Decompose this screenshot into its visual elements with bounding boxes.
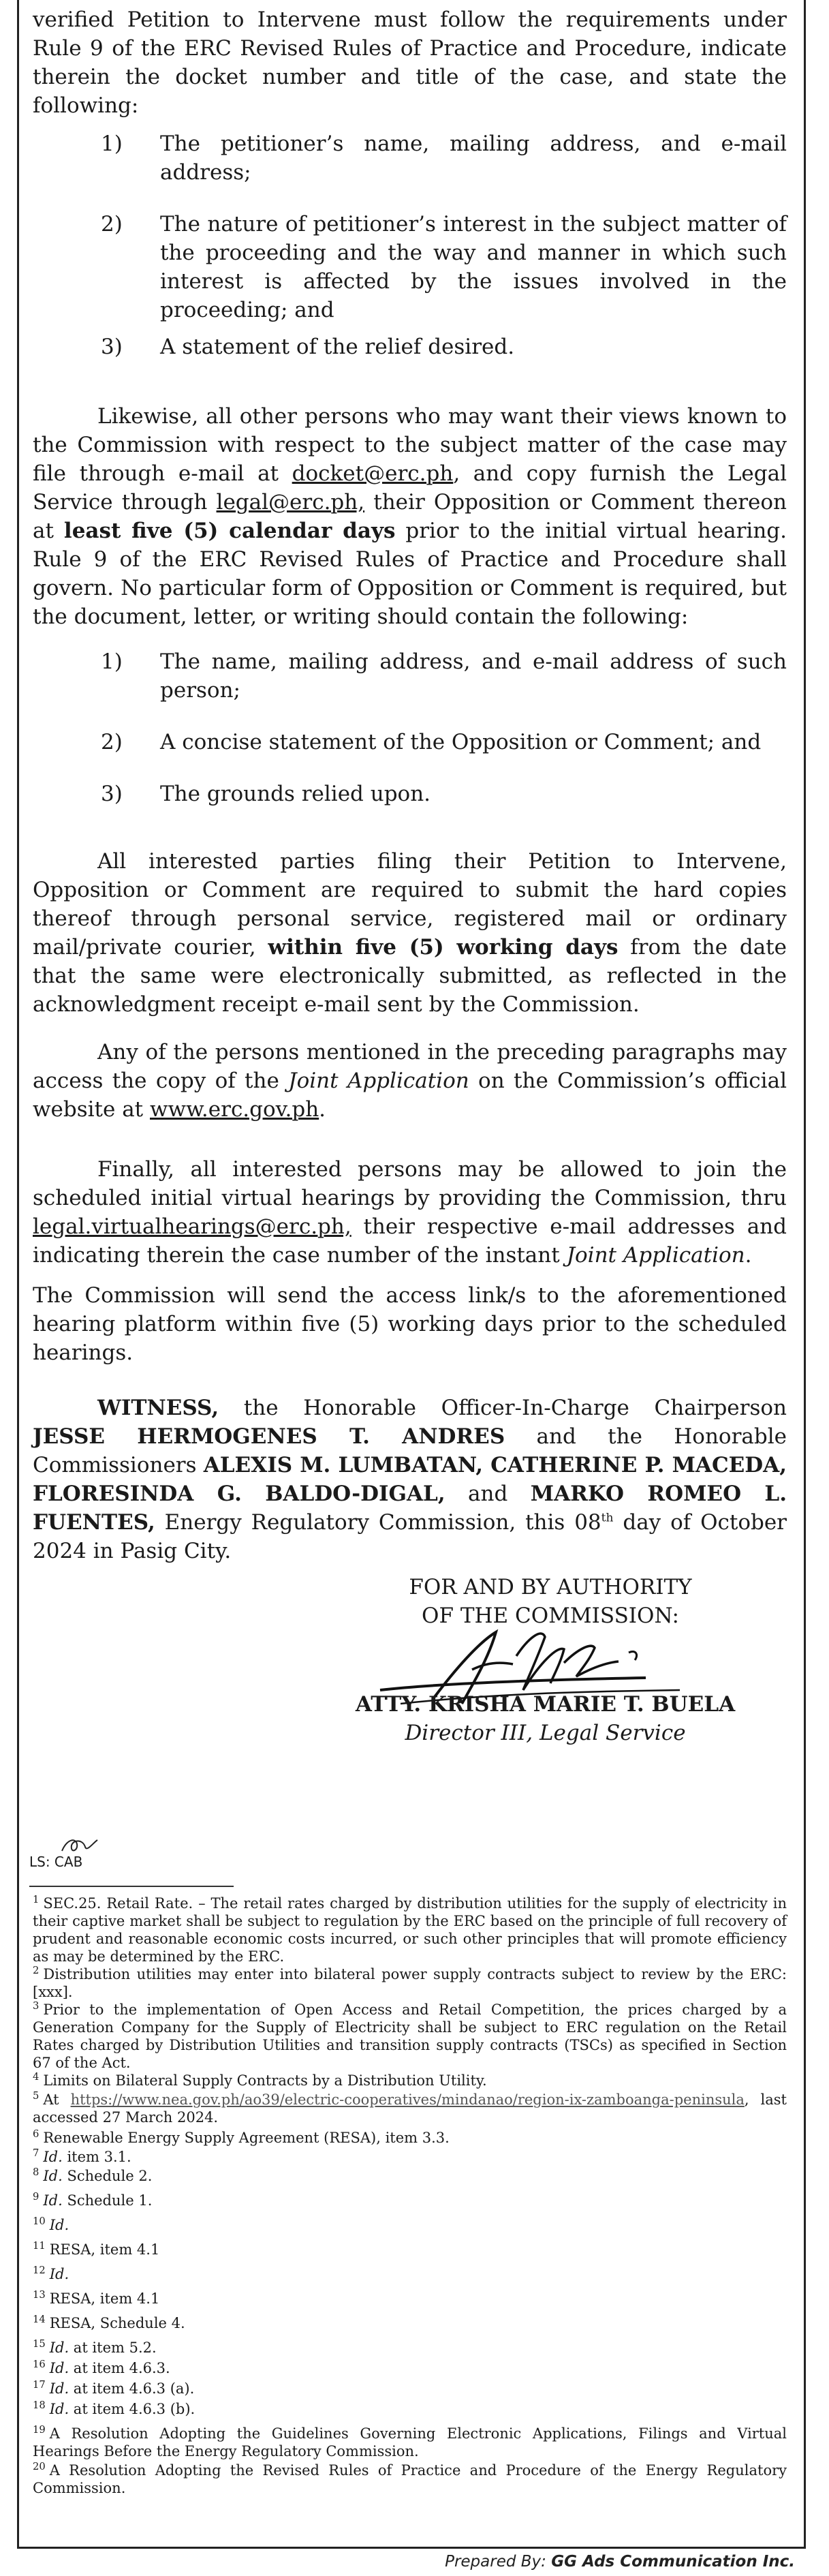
finally-paragraph	[33, 1155, 787, 1270]
footnote-18-id: Id.	[49, 2401, 69, 2417]
footnote-18	[33, 2400, 787, 2418]
petition-item-2-number: 2)	[101, 212, 123, 236]
footnote-12-id: Id.	[49, 2266, 69, 2282]
footnote-15-text: at item 5.2.	[69, 2340, 157, 2356]
erc-website-link[interactable]: www.erc.gov.ph	[150, 1097, 319, 1122]
finally-text-2: their respective e-mail addresses and indicating therein the case number of the instant	[33, 1214, 787, 1268]
footnote-14-text: RESA, Schedule 4.	[49, 2315, 185, 2331]
footnote-12-number: 12	[33, 2265, 46, 2276]
opposition-item-1-number: 1)	[101, 649, 123, 674]
footnote-1-text: SEC.25. Retail Rate. – The retail rates charged by distribution utilities for the supply of electricity in their captive market shall be subject to regulation by the ERC based on the principle of full recovery of prudent and reasonable economic costs incurred, or such other principles that will promote efficiency as may be determined by the ERC.	[33, 1895, 787, 1965]
footnote-17-id: Id.	[49, 2380, 69, 2397]
footnote-10-number: 10	[33, 2215, 46, 2227]
prepared-by-label: Prepared By:	[445, 2553, 552, 2571]
access-paragraph	[33, 1038, 787, 1124]
footnote-9-number: 9	[33, 2191, 40, 2203]
initials-mark-icon	[57, 1836, 104, 1856]
witness-text-5: day of October 2024 in Pasig City.	[33, 1510, 787, 1563]
footnote-5	[33, 2091, 787, 2126]
footnote-12	[33, 2265, 787, 2283]
witness-text-3: and	[445, 1482, 531, 1506]
likewise-deadline: least five (5) calendar days	[63, 519, 396, 543]
initials-text: LS: CAB	[29, 1854, 83, 1870]
interested-text-1: All interested parties filing their Petition to Intervene, Opposition or Comment are required to submit the hard copies thereof through personal service, registered mail or ordinary mail/private courier,	[33, 849, 787, 960]
access-link-paragraph: The Commission will send the access link/s to the aforementioned hearing platform within five (5) working days prior to the scheduled hearings.	[33, 1283, 787, 1365]
opposition-item-3-number: 3)	[101, 782, 123, 806]
footnote-13-text: RESA, item 4.1	[49, 2290, 160, 2307]
finally-text-1: Finally, all interested persons may be allowed to join the scheduled initial virtual hearings by providing the Commission, thru	[33, 1157, 787, 1210]
footnote-2-text: Distribution utilities may enter into bilateral power supply contracts subject to review by the ERC: [xxx].	[33, 1966, 787, 2000]
footnote-17	[33, 2380, 787, 2397]
intro-text: verified Petition to Intervene must follow the requirements under Rule 9 of the ERC Revised Rules of Practice and Procedure, indicate therein the docket number and title of the case, and state the following:	[33, 7, 787, 118]
signatory-title: Director III, Legal Service	[405, 1721, 686, 1745]
footnote-4	[33, 2072, 787, 2089]
access-text-1: Any of the persons mentioned in the preceding paragraphs may access the copy of the	[33, 1040, 787, 1093]
opposition-item-2: A concise statement of the Opposition or Comment; and	[160, 730, 762, 754]
commissioner-names: ALEXIS M. LUMBATAN, CATHERINE P. MACEDA, FLORESINDA G. BALDO-DIGAL,	[33, 1453, 787, 1506]
footnote-18-number: 18	[33, 2399, 46, 2411]
witness-text-2: and the Honorable Commissioners	[33, 1424, 787, 1477]
footnote-2-number: 2	[33, 1965, 40, 1976]
finally-text-3: .	[745, 1243, 752, 1268]
footnote-19-number: 19	[33, 2424, 46, 2436]
signatory-block	[332, 1690, 796, 1747]
interested-parties-paragraph	[33, 847, 787, 1019]
footnote-9	[33, 2192, 787, 2209]
opposition-item-2-number: 2)	[101, 730, 123, 754]
footnote-6-number: 6	[33, 2128, 40, 2140]
footnote-5-suffix: , last accessed 27 March 2024.	[33, 2091, 787, 2126]
footnote-9-text: Schedule 1.	[62, 2192, 153, 2209]
footnote-8-number: 8	[33, 2166, 40, 2178]
footnote-3-text: Prior to the implementation of Open Access and Retail Competition, the prices charged by a Generation Company for the Supply of Electricity shall be subject to ERC regulation on the Retail Rates charged by Distribution Utilities and transition supply contracts (TSCs) as specified in Section 67 of the Act.	[33, 2002, 787, 2071]
document-page	[17, 0, 806, 2549]
footnote-4-text: Limits on Bilateral Supply Contracts by a Distribution Utility.	[43, 2072, 487, 2089]
footnote-16-text: at item 4.6.3.	[69, 2360, 170, 2376]
footnote-13-number: 13	[33, 2289, 46, 2301]
footnote-18-text: at item 4.6.3 (b).	[69, 2401, 195, 2417]
access-text-3: .	[319, 1097, 326, 1122]
petition-item-2: The nature of petitioner’s interest in the subject matter of the proceeding and the way and manner in which such interest is affected by the issues involved in the proceeding; and	[160, 212, 787, 322]
footnote-1	[33, 1895, 787, 1965]
footnote-7-id: Id.	[43, 2149, 63, 2165]
likewise-text-2: , and copy furnish the Legal Service through	[33, 461, 787, 515]
footnote-19-text: A Resolution Adopting the Guidelines Governing Electronic Applications, Filings and Virtual Hearings Before the Energy Regulatory Commission.	[33, 2425, 787, 2459]
witness-label: WITNESS,	[97, 1396, 219, 1420]
footnote-11-number: 11	[33, 2240, 46, 2252]
interested-deadline: within five (5) working days	[268, 935, 619, 960]
footnote-16-number: 16	[33, 2359, 46, 2370]
footnote-9-id: Id.	[43, 2192, 63, 2209]
likewise-text-4: prior to the initial virtual hearing. Rule 9 of the ERC Revised Rules of Practice and Procedure shall govern. No particular form of Opposition or Comment is required, but the document, letter, or writing should contain the following:	[33, 519, 787, 629]
docket-email-link[interactable]: docket@erc.ph	[292, 461, 454, 486]
petition-item-3: A statement of the relief desired.	[160, 335, 515, 359]
footnote-17-number: 17	[33, 2379, 46, 2391]
initials-block	[29, 1854, 82, 1870]
footnote-7	[33, 2148, 787, 2166]
commissioner-name-last: MARKO ROMEO L. FUENTES,	[33, 1482, 787, 1535]
footnote-13	[33, 2290, 787, 2307]
footnote-5-link[interactable]: https://www.nea.gov.ph/ao39/electric-cooperatives/mindanao/region-ix-zamboanga-peninsula	[70, 2091, 745, 2108]
legal-email-link[interactable]: legal@erc.ph,	[216, 490, 365, 515]
opposition-item-1: The name, mailing address, and e-mail address of such person;	[160, 649, 787, 703]
footnote-4-number: 4	[33, 2071, 40, 2083]
footnote-1-number: 1	[33, 1894, 40, 1905]
footnote-3	[33, 2001, 787, 2072]
petition-item-1-number: 1)	[101, 132, 123, 156]
footnote-7-number: 7	[33, 2147, 40, 2159]
likewise-text-1: Likewise, all other persons who may want their views known to the Commission with respect to the subject matter of the case may file through e-mail at	[33, 404, 787, 486]
footnote-14	[33, 2314, 787, 2332]
petition-item-1: The petitioner’s name, mailing address, and e-mail address;	[160, 132, 787, 185]
footnote-divider	[29, 1886, 234, 1887]
witness-paragraph	[33, 1394, 787, 1565]
authority-line-1: FOR AND BY AUTHORITY	[409, 1575, 692, 1599]
footnote-7-text: item 3.1.	[62, 2149, 131, 2165]
footnote-8-text: Schedule 2.	[62, 2168, 153, 2184]
footnote-17-text: at item 4.6.3 (a).	[69, 2380, 195, 2397]
footnote-6-text: Renewable Energy Supply Agreement (RESA), item 3.3.	[43, 2130, 450, 2146]
witness-text-4: Energy Regulatory Commission, this 08	[155, 1510, 601, 1535]
footnote-8	[33, 2167, 787, 2185]
petition-item-3-number: 3)	[101, 335, 123, 359]
footnote-16	[33, 2359, 787, 2377]
prepared-by-company: GG Ads Communication Inc.	[551, 2553, 795, 2571]
footnote-20-number: 20	[33, 2461, 46, 2472]
footnote-10-id: Id.	[49, 2217, 69, 2233]
likewise-text-3: their Opposition or Comment thereon at	[33, 490, 787, 543]
footnote-19	[33, 2425, 787, 2460]
footnote-20	[33, 2462, 787, 2497]
signatory-name: ATTY. KRISHA MARIE T. BUELA	[355, 1692, 736, 1717]
footnote-5-prefix: At	[43, 2091, 71, 2108]
access-text-2: on the Commission’s official website at	[33, 1069, 787, 1122]
footnote-16-id: Id.	[49, 2360, 69, 2376]
footnote-15-number: 15	[33, 2338, 46, 2350]
footnote-3-number: 3	[33, 2000, 40, 2012]
prepared-by-footer	[445, 2553, 795, 2571]
footnote-8-id: Id.	[43, 2168, 63, 2184]
authority-line-2: OF THE COMMISSION:	[422, 1604, 679, 1628]
footnote-5-number: 5	[33, 2090, 40, 2102]
footnote-11	[33, 2241, 787, 2258]
footnote-6	[33, 2129, 787, 2147]
opposition-item-3: The grounds relied upon.	[160, 782, 431, 806]
footnote-15-id: Id.	[49, 2340, 69, 2356]
footnote-11-text: RESA, item 4.1	[49, 2241, 160, 2258]
access-joint-application: Joint Application	[288, 1069, 469, 1093]
virtual-hearings-email-link[interactable]: legal.virtualhearings@erc.ph,	[33, 1214, 351, 1239]
finally-joint-application: Joint Application	[566, 1243, 745, 1268]
footnote-2	[33, 1965, 787, 2001]
witness-text-1: the Honorable Officer-In-Charge Chairperson	[219, 1396, 787, 1420]
footnote-14-number: 14	[33, 2314, 46, 2325]
intro-paragraph	[33, 5, 787, 120]
footnote-20-text: A Resolution Adopting the Revised Rules of Practice and Procedure of the Energy Regulatory Commission.	[33, 2462, 787, 2496]
date-ordinal-suffix: th	[601, 1511, 614, 1525]
likewise-paragraph	[33, 402, 787, 631]
chairperson-name: JESSE HERMOGENES T. ANDRES	[33, 1424, 505, 1449]
footnote-15	[33, 2339, 787, 2357]
footnote-10	[33, 2216, 787, 2234]
interested-text-2: from the date that the same were electronically submitted, as reflected in the acknowledgment receipt e-mail sent by the Commission.	[33, 935, 787, 1017]
